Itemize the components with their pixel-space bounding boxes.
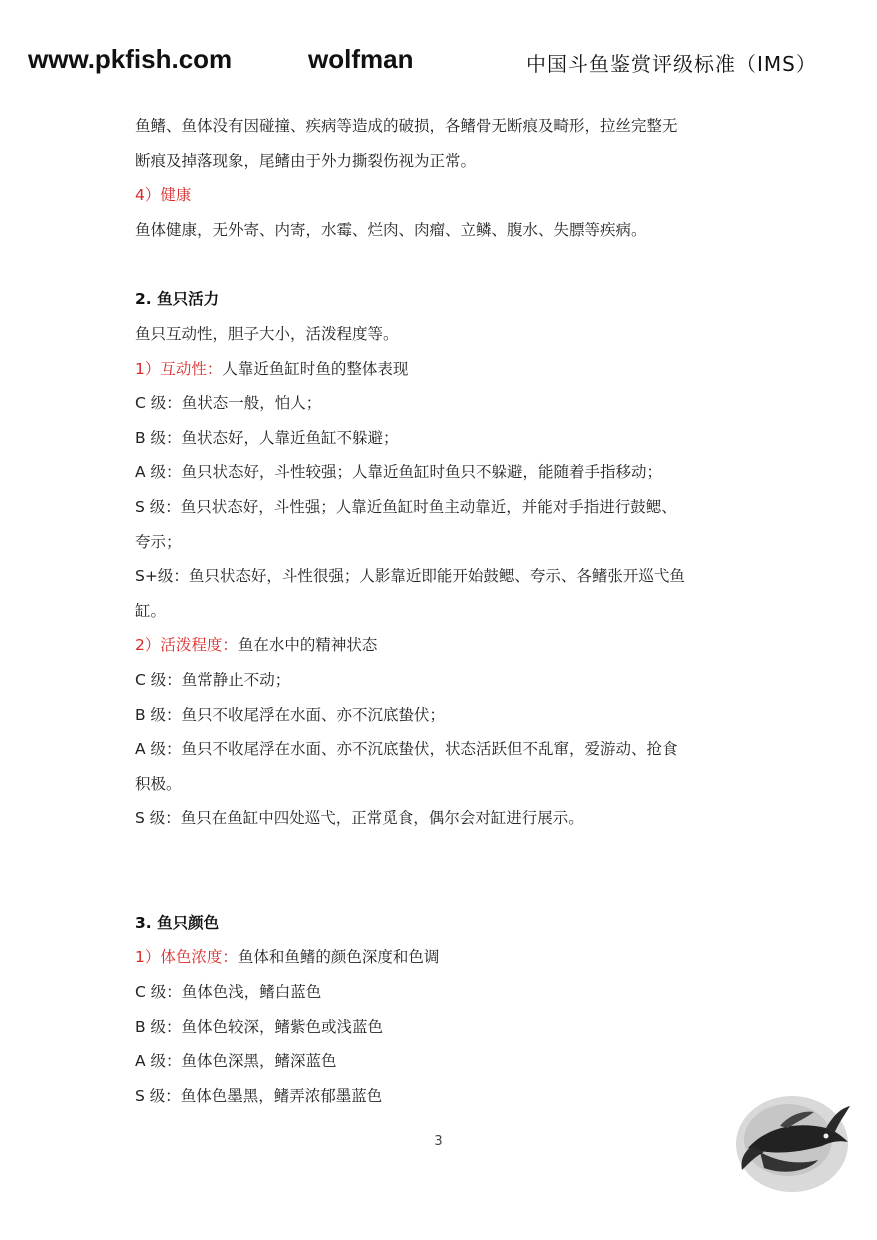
grade-line: B 级：鱼只不收尾浮在水面、亦不沉底蛰伏； bbox=[135, 705, 446, 724]
color-description: 鱼体和鱼鳍的颜色深度和色调 bbox=[237, 948, 440, 967]
grade-line: 夸示； bbox=[135, 532, 182, 551]
paragraph-line: 鱼鳍、鱼体没有因碰撞、疾病等造成的破损，各鳍骨无断痕及畸形，拉丝完整无 bbox=[135, 117, 678, 135]
section-3-title: 3. 鱼只颜色 bbox=[135, 913, 220, 932]
section-2-title: 2. 鱼只活力 bbox=[135, 290, 220, 309]
page-number: 3 bbox=[434, 1134, 443, 1149]
paragraph-line: 断痕及掉落现象，尾鳍由于外力撕裂伤视为正常。 bbox=[135, 151, 477, 170]
liveliness-label: 2）活泼程度： bbox=[135, 636, 238, 655]
page-content bbox=[135, 109, 755, 1113]
grade-line: C 级：鱼体色浅，鳍白蓝色 bbox=[135, 983, 322, 1002]
grade-line: C 级：鱼常静止不动； bbox=[135, 670, 291, 689]
interaction-label: 1）互动性： bbox=[135, 359, 223, 378]
grade-line: S 级：鱼只状态好，斗性强；人靠近鱼缸时鱼主动靠近，并能对手指进行鼓鳃、 bbox=[135, 497, 677, 516]
grade-line: 缸。 bbox=[135, 601, 167, 620]
section-2-intro: 鱼只互动性，胆子大小，活泼程度等。 bbox=[135, 324, 399, 343]
author-name: wolfman bbox=[308, 44, 414, 74]
grade-line: C 级：鱼状态一般，怕人； bbox=[135, 394, 322, 413]
color-label: 1）体色浓度： bbox=[135, 948, 238, 967]
grade-line: B 级：鱼体色较深，鳍紫色或浅蓝色 bbox=[135, 1017, 384, 1036]
interaction-subheading bbox=[135, 352, 755, 387]
grade-line: A 级：鱼体色深黑，鳍深蓝色 bbox=[135, 1052, 337, 1071]
liveliness-description: 鱼在水中的精神状态 bbox=[237, 636, 378, 655]
grade-line: S 级：鱼体色墨黑，鳍弄浓郁墨蓝色 bbox=[135, 1086, 383, 1105]
grade-line: A 级：鱼只不收尾浮在水面、亦不沉底蛰伏，状态活跃但不乱窜，爱游动、抢食 bbox=[135, 740, 678, 759]
grade-line: S+级：鱼只状态好，斗性很强；人影靠近即能开始鼓鳃、夸示、各鳍张开巡弋鱼 bbox=[135, 567, 685, 586]
color-subheading bbox=[135, 940, 755, 975]
health-label: 4）健康 bbox=[135, 186, 192, 205]
grade-line: 积极。 bbox=[135, 774, 182, 793]
site-url: www.pkfish.com bbox=[28, 44, 233, 74]
fish-seal-logo bbox=[730, 1090, 858, 1198]
health-text: 鱼体健康，无外寄、内寄，水霉、烂肉、肉瘤、立鳞、腹水、失膘等疾病。 bbox=[135, 220, 647, 239]
grade-line: S 级：鱼只在鱼缸中四处巡弋，正常觅食，偶尔会对缸进行展示。 bbox=[135, 809, 584, 828]
grade-line: A 级：鱼只状态好，斗性较强；人靠近鱼缸时鱼只不躲避，能随着手指移动； bbox=[135, 463, 663, 482]
grade-line: B 级：鱼状态好，人靠近鱼缸不躲避； bbox=[135, 428, 399, 447]
liveliness-subheading bbox=[135, 628, 755, 663]
document-title: 中国斗鱼鉴赏评级标准（IMS） bbox=[526, 52, 817, 76]
page-header bbox=[0, 44, 877, 80]
interaction-description: 人靠近鱼缸时鱼的整体表现 bbox=[222, 359, 409, 378]
